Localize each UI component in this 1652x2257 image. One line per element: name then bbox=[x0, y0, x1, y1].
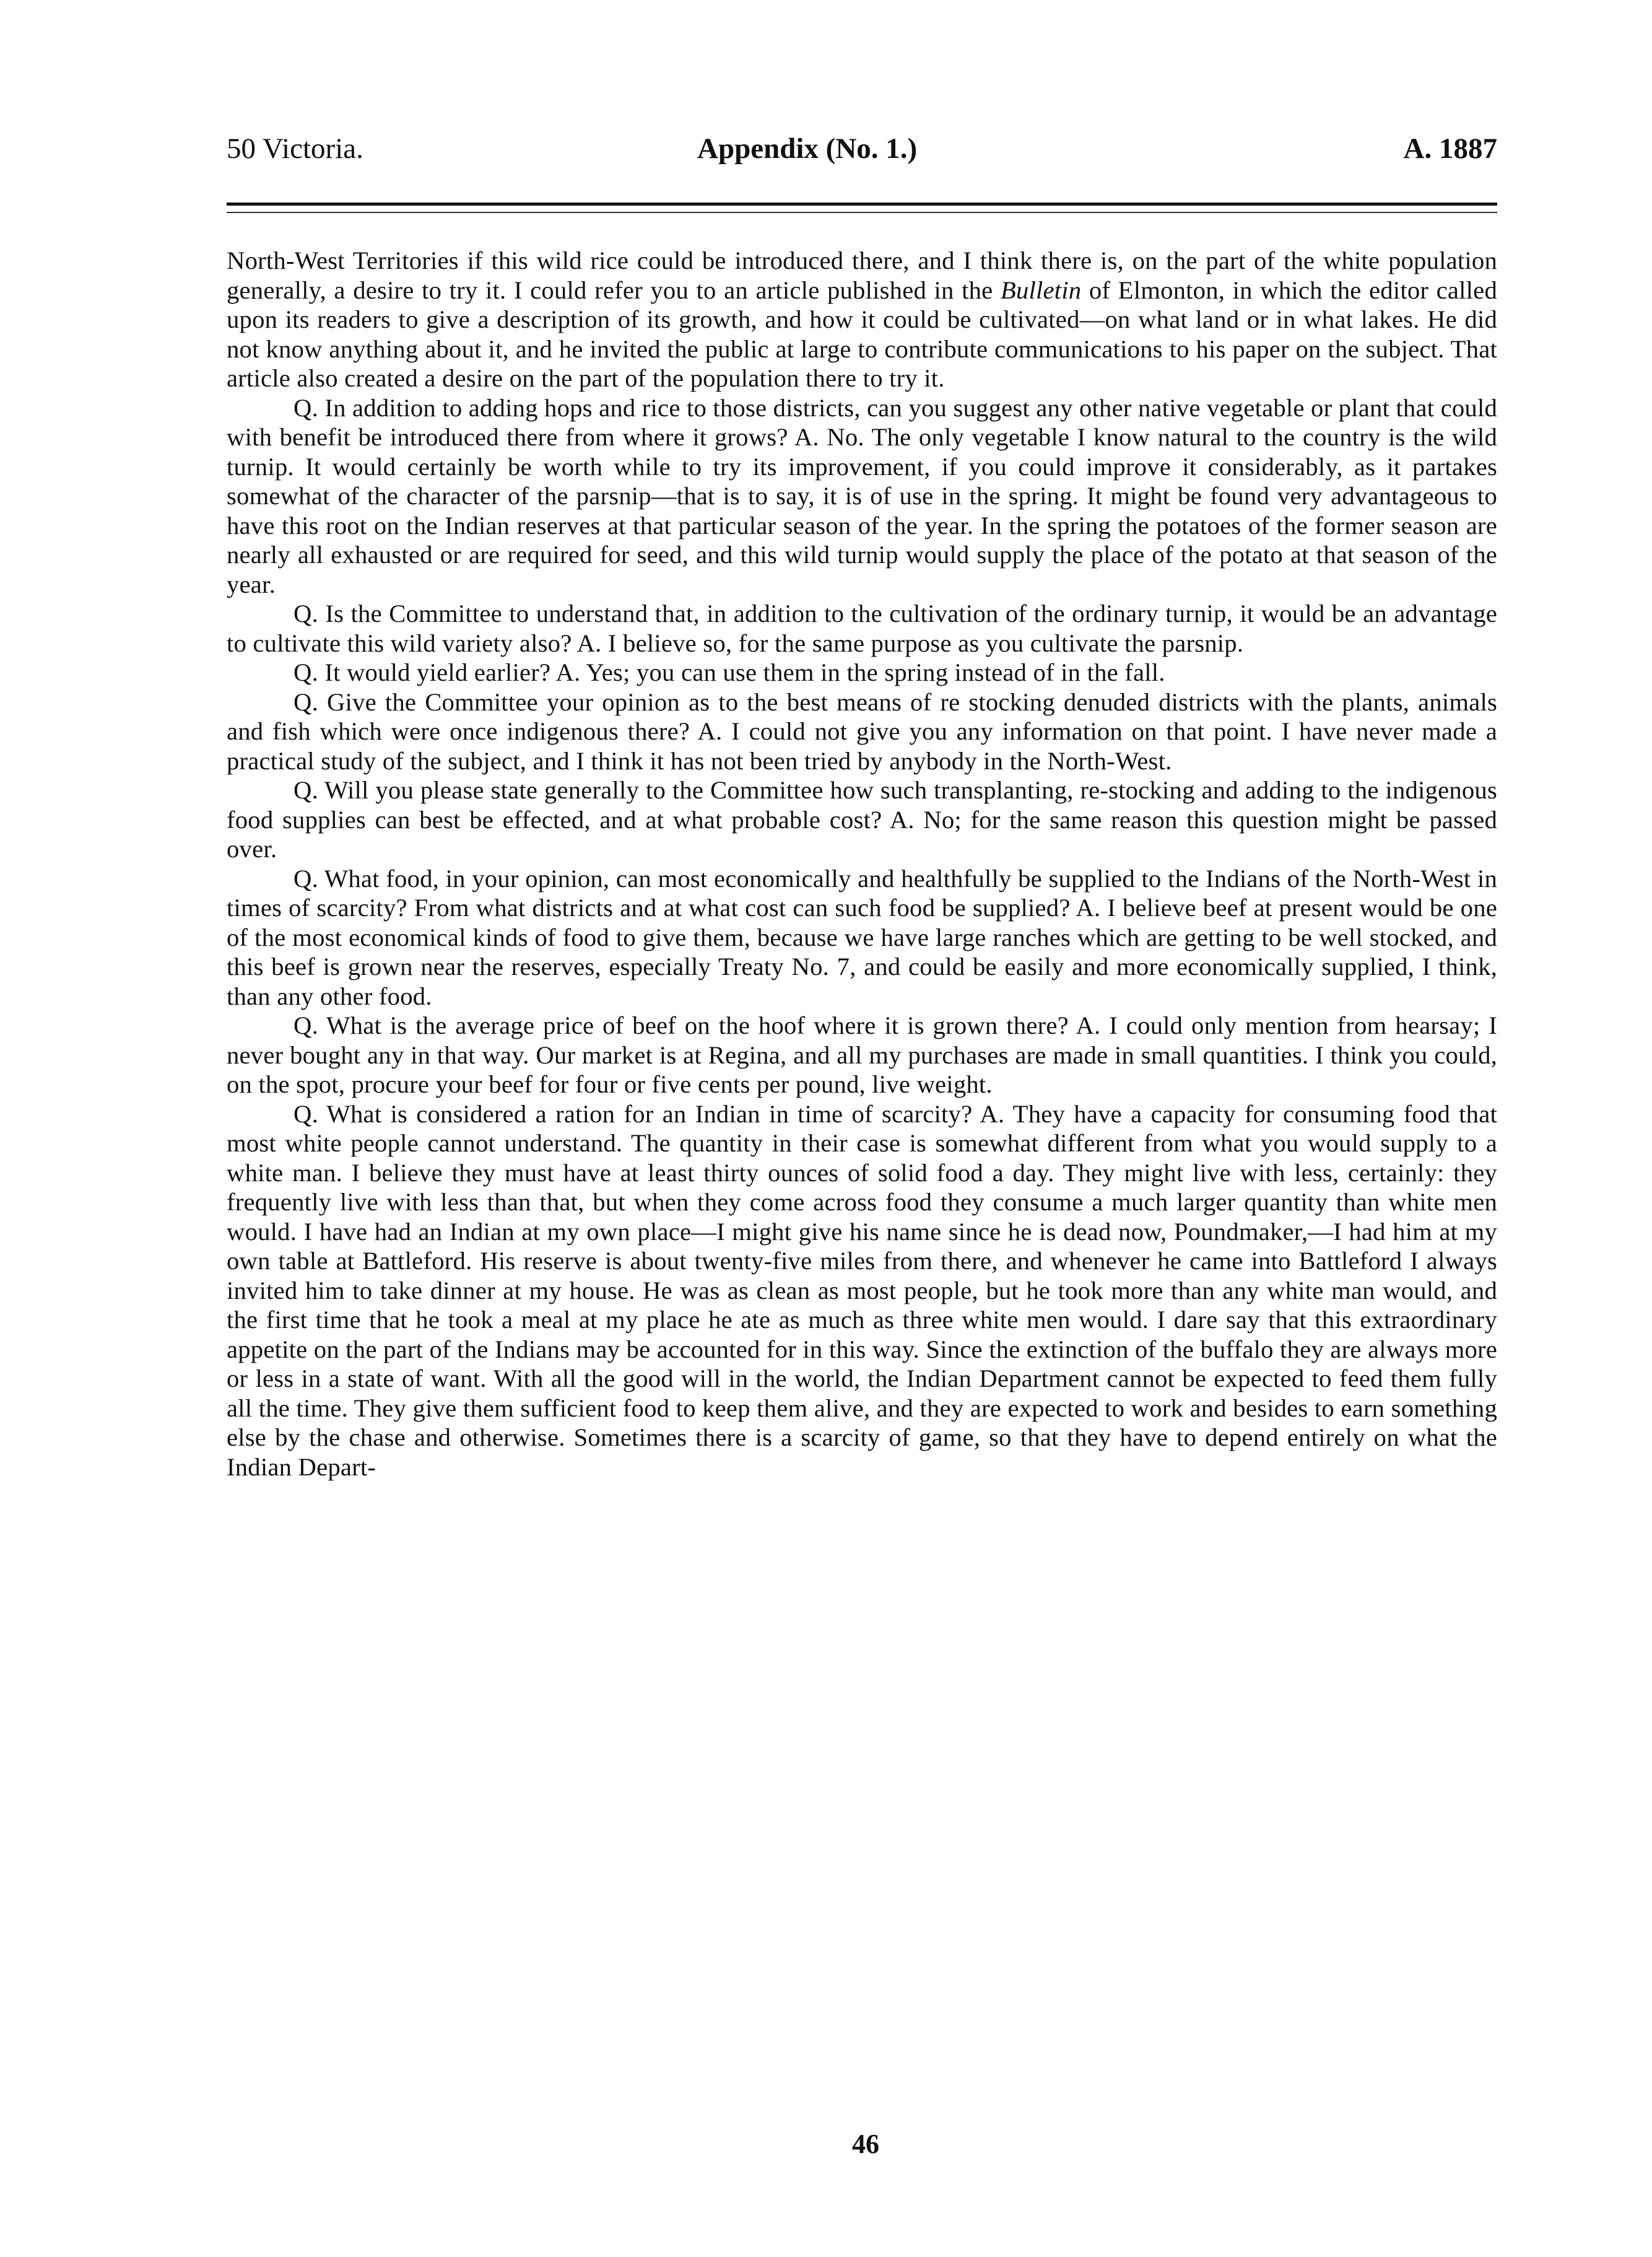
header-rule-thin bbox=[227, 212, 1497, 213]
question-answer-2: Q. Is the Committee to understand that, in addition to the cultivation of the ordinary turnip, it would be an advantage to cultivate this wild variety also? A. I believe so, for the same purpose as you cultivate the parsnip. bbox=[227, 600, 1497, 657]
header-appendix: Appendix (No. 1.) bbox=[697, 133, 918, 165]
question-answer-1: Q. In addition to adding hops and rice to those districts, can you suggest any other native vegetable or plant that could with benefit be introduced there from where it grows? A. No. The only vegetable I know natural to the country is the wild turnip. It would certainly be worth while to try its improvement, if you could improve it considerably, as it partakes somewhat of the character of the parsnip—that is to say, it is of use in the spring. It might be found very advantageous to have this root on the Indian reserves at that particular season of the year. In the spring the potatoes of the former season are nearly all exhausted or are required for seed, and this wild turnip would supply the place of the potato at that season of the year. bbox=[227, 393, 1497, 598]
question-answer-8: Q. What is considered a ration for an Indian in time of scarcity? A. They have a capacity for consuming food that most white people cannot understand. The quantity in their case is somewhat different from what you would supply to a white man. I believe they must have at least thirty ounces of solid food a day. They might live with less, certainly: they frequently live with less than that, but when they come across food they consume a much larger quantity than white men would. I have had an Indian at my own place—I might give his name since he is dead now, Poundmaker,—I had him at my own table at Battleford. His reserve is about twenty-five miles from there, and whenever he came into Battleford I always invited him to take dinner at my house. He was as clean as most people, but he took more than any white man would, and the first time that he took a meal at my place he ate as much as three white men would. I dare say that this extraordinary appetite on the part of the Indians may be accounted for in this way. Since the extinction of the buffalo they are always more or less in a state of want. With all the good will in the world, the Indian Department cannot be expected to feed them fully all the time. They give them sufficient food to keep them alive, and they are expected to work and besides to earn something else by the chase and otherwise. Sometimes there is a scarcity of game, so that they have to depend entirely on what the Indian Depart- bbox=[227, 1099, 1497, 1481]
question-answer-5: Q. Will you please state generally to the Committee how such transplanting, re-stocking and adding to the indigenous food supplies can best be effected, and at what probable cost? A. No; for the same reason this question might be passed over. bbox=[227, 776, 1497, 863]
paragraph-0-text-a: North-West Territories if this wild rice could be introduced there, and I think there is, on the part of the white population generally, a desire to try it. I could refer you to an article published in the bbox=[227, 247, 1497, 304]
paragraph-continued bbox=[227, 246, 1497, 393]
question-answer-7: Q. What is the average price of beef on the hoof where it is grown there? A. I could only mention from hearsay; I never bought any in that way. Our market is at Regina, and all my purchases are made in small quantities. I think you could, on the spot, procure your beef for four or five cents per pound, live weight. bbox=[227, 1011, 1497, 1098]
header-session: 50 Victoria. bbox=[227, 133, 363, 165]
question-answer-4: Q. Give the Committee your opinion as to the best means of re stocking denuded districts with the plants, animals and fish which were once indigenous there? A. I could not give you any information on that point. I have never made a practical study of the subject, and I think it has not been tried by anybody in the North-West. bbox=[227, 688, 1497, 775]
newspaper-title: Bulletin bbox=[1000, 276, 1082, 304]
question-answer-3: Q. It would yield earlier? A. Yes; you can use them in the spring instead of in the fall. bbox=[293, 658, 1165, 686]
header-rule-thick bbox=[227, 203, 1497, 206]
question-answer-6: Q. What food, in your opinion, can most economically and healthfully be supplied to the Indians of the North-West in times of scarcity? From what districts and at what cost can such food be supplied? A. I believe beef at present would be one of the most economical kinds of food to give them, because we have large ranches which are getting to be well stocked, and this beef is grown near the reserves, especially Treaty No. 7, and could be easily and more economically supplied, I think, than any other food. bbox=[227, 864, 1497, 1010]
page-number: 46 bbox=[852, 2129, 879, 2159]
header-year: A. 1887 bbox=[1403, 133, 1497, 165]
page-header bbox=[227, 127, 1497, 170]
paragraph-0-text-b: of Elmonton, in which the editor called upon its readers to give a description of its growth, and how it could be cultivated—on what land or in what lakes. He did not know anything about it, and he invited the public at large to contribute communications to his paper on the subject. That article also created a desire on the part of the population there to try it. bbox=[227, 276, 1497, 392]
body-text bbox=[227, 246, 1497, 1482]
